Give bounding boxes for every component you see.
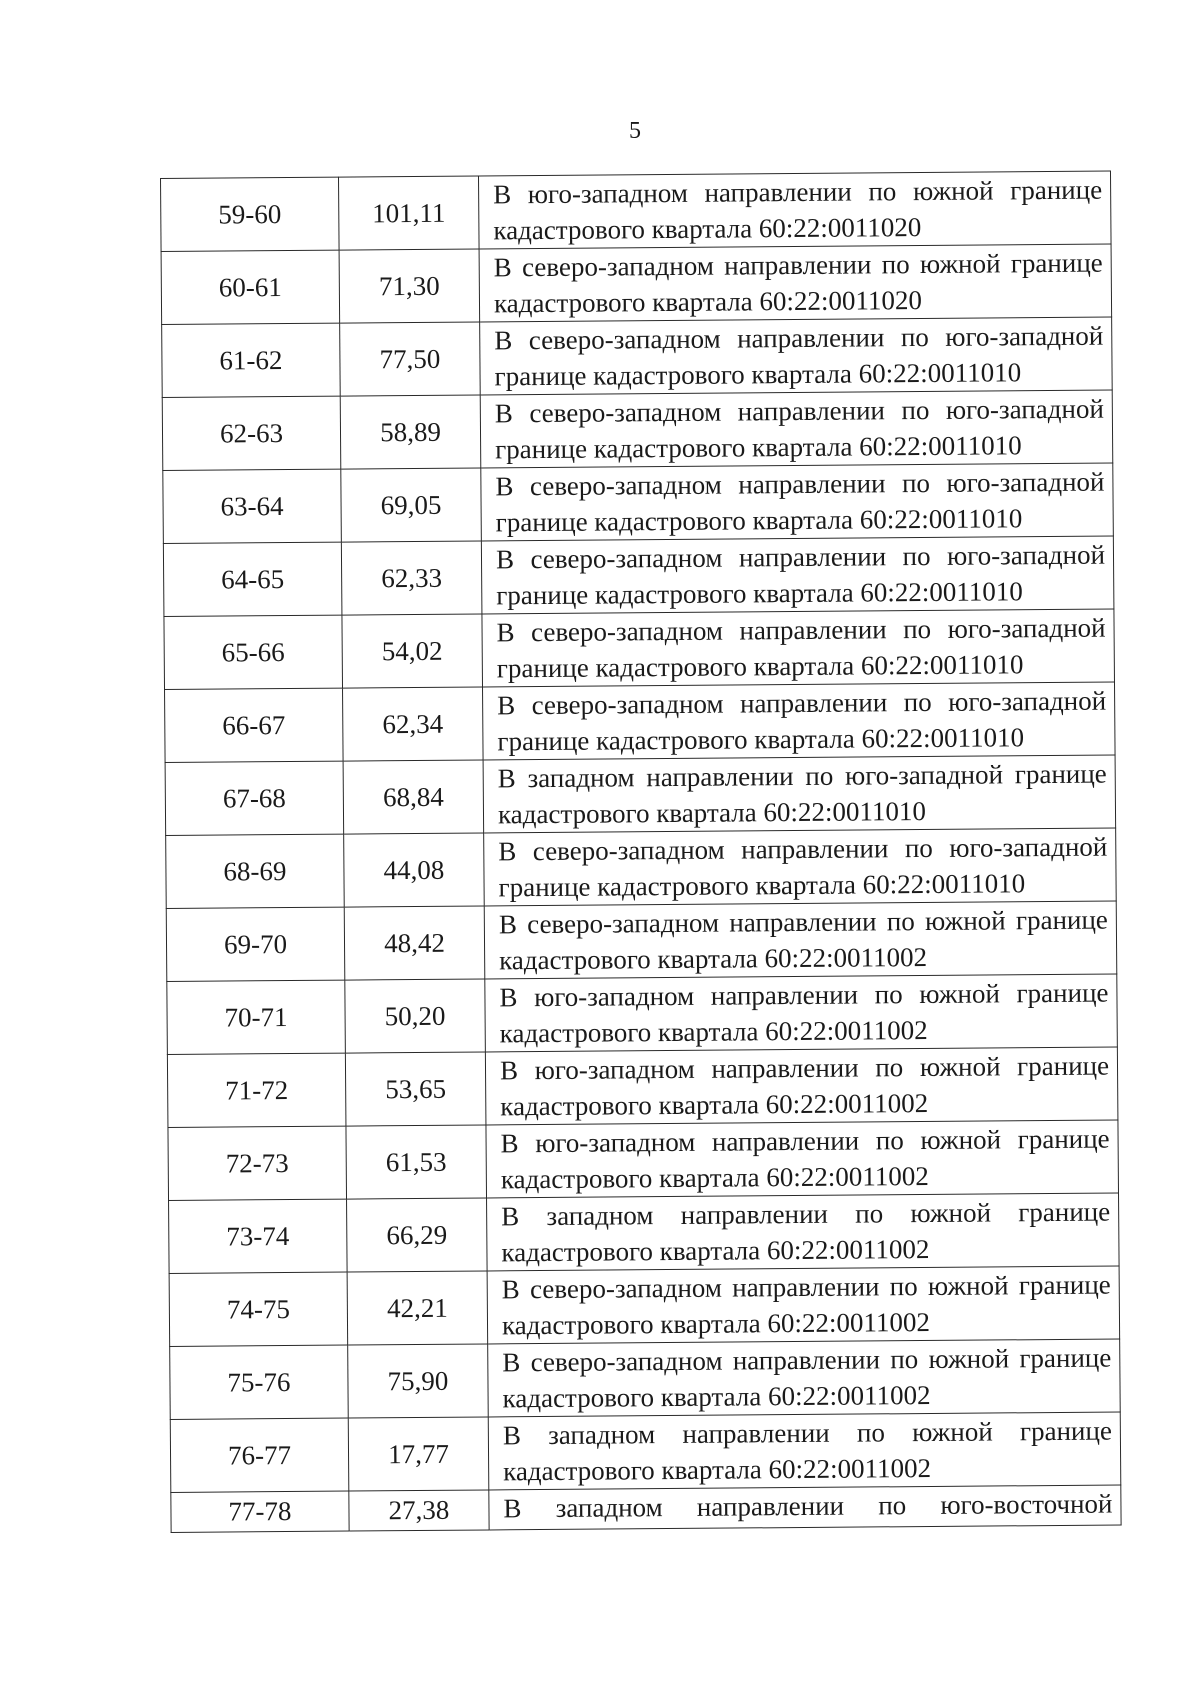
description-cell: В северо-западном направлении по юго-западной границе кадастрового квартала 60:22:0011010 [481,463,1114,541]
segment-cell: 71-72 [167,1053,346,1127]
length-cell: 44,08 [344,833,485,907]
segment-cell: 60-61 [161,250,340,324]
description-cell: В северо-западном направлении по юго-западной границе кадастрового квартала 60:22:0011010 [480,317,1113,395]
description-cell: В северо-западном направлении по юго-западной границе кадастрового квартала 60:22:0011010 [482,609,1115,687]
length-cell: 61,53 [346,1125,487,1199]
description-cell [489,1485,1121,1530]
segment-cell: 72-73 [168,1126,347,1200]
length-cell: 71,30 [339,249,480,323]
description-cell: В северо-западном направлении по южной границе кадастрового квартала 60:22:0011002 [488,1339,1121,1417]
table-row [171,1485,1121,1532]
segment-cell: 61-62 [162,323,341,397]
length-cell: 50,20 [345,979,486,1053]
table-row [168,1120,1119,1200]
length-cell: 68,84 [343,760,484,834]
segment-cell: 67-68 [165,761,344,835]
description-cell: В северо-западном направлении по юго-западной границе кадастрового квартала 60:22:0011010 [480,390,1113,468]
description-cell: В юго-западном направлении по южной границе кадастрового квартала 60:22:0011002 [485,974,1118,1052]
length-cell: 69,05 [341,468,482,542]
segment-cell: 76-77 [170,1418,349,1492]
table-row [162,317,1113,397]
table-row [170,1339,1121,1419]
table-row [170,1412,1121,1492]
description-cell: В юго-западном направлении по южной границе кадастрового квартала 60:22:0011002 [485,1047,1118,1125]
table-row [167,1047,1118,1127]
segment-cell: 75-76 [170,1345,349,1419]
length-cell: 42,21 [347,1271,488,1345]
table-row [165,682,1116,762]
description-cell: В западном направлении по южной границе кадастрового квартала 60:22:0011002 [487,1193,1120,1271]
length-cell: 62,33 [341,541,482,615]
table-row [165,755,1116,835]
segment-cell: 64-65 [163,542,342,616]
length-cell: 62,34 [343,687,484,761]
length-cell: 66,29 [347,1198,488,1272]
length-cell: 75,90 [348,1344,489,1418]
segment-cell: 65-66 [164,615,343,689]
table-row [164,609,1115,689]
segment-cell: 63-64 [163,469,342,543]
segment-cell: 68-69 [166,834,345,908]
description-cell: В юго-западном направлении по южной границе кадастрового квартала 60:22:0011020 [478,171,1111,249]
length-cell: 54,02 [342,614,483,688]
description-cell: В северо-западном направлении по южной границе кадастрового квартала 60:22:0011020 [479,244,1112,322]
description-cell: В северо-западном направлении по южной границе кадастрового квартала 60:22:0011002 [484,901,1117,979]
length-cell: 27,38 [349,1490,489,1531]
table-row [162,390,1113,470]
page-number: 5 [629,118,641,144]
length-cell: 101,11 [338,176,479,250]
segment-cell: 59-60 [161,177,340,251]
table-row [161,244,1112,324]
description-text: В западном направлении по юго-восточной [503,1488,1113,1524]
segment-cell: 74-75 [169,1272,348,1346]
segment-cell: 73-74 [169,1199,348,1273]
description-cell: В западном направлении по юго-западной границе кадастрового квартала 60:22:0011010 [483,755,1116,833]
description-cell: В северо-западном направлении по юго-западной границе кадастрового квартала 60:22:0011010 [483,682,1116,760]
table-row [167,974,1118,1054]
segment-cell: 69-70 [166,907,345,981]
table-row [161,171,1112,251]
length-cell: 17,77 [348,1417,489,1491]
table-row [169,1266,1120,1346]
length-cell: 58,89 [340,395,481,469]
table-row [163,463,1114,543]
table-row [166,901,1117,981]
segment-cell: 66-67 [165,688,344,762]
segment-cell: 62-63 [162,396,341,470]
table-row [169,1193,1120,1273]
segment-cell: 77-78 [171,1491,349,1532]
description-cell: В юго-западном направлении по южной границе кадастрового квартала 60:22:0011002 [486,1120,1119,1198]
segment-cell: 70-71 [167,980,346,1054]
description-cell: В северо-западном направлении по юго-западной границе кадастрового квартала 60:22:0011010 [481,536,1114,614]
description-cell: В западном направлении по южной границе кадастрового квартала 60:22:0011002 [488,1412,1121,1490]
table-row [163,536,1114,616]
length-cell: 77,50 [340,322,481,396]
description-cell: В северо-западном направлении по южной границе кадастрового квартала 60:22:0011002 [487,1266,1120,1344]
boundary-segments-table [160,171,1122,1533]
table-row [166,828,1117,908]
length-cell: 53,65 [345,1052,486,1126]
description-cell: В северо-западном направлении по юго-западной границе кадастрового квартала 60:22:0011010 [484,828,1117,906]
length-cell: 48,42 [344,906,485,980]
